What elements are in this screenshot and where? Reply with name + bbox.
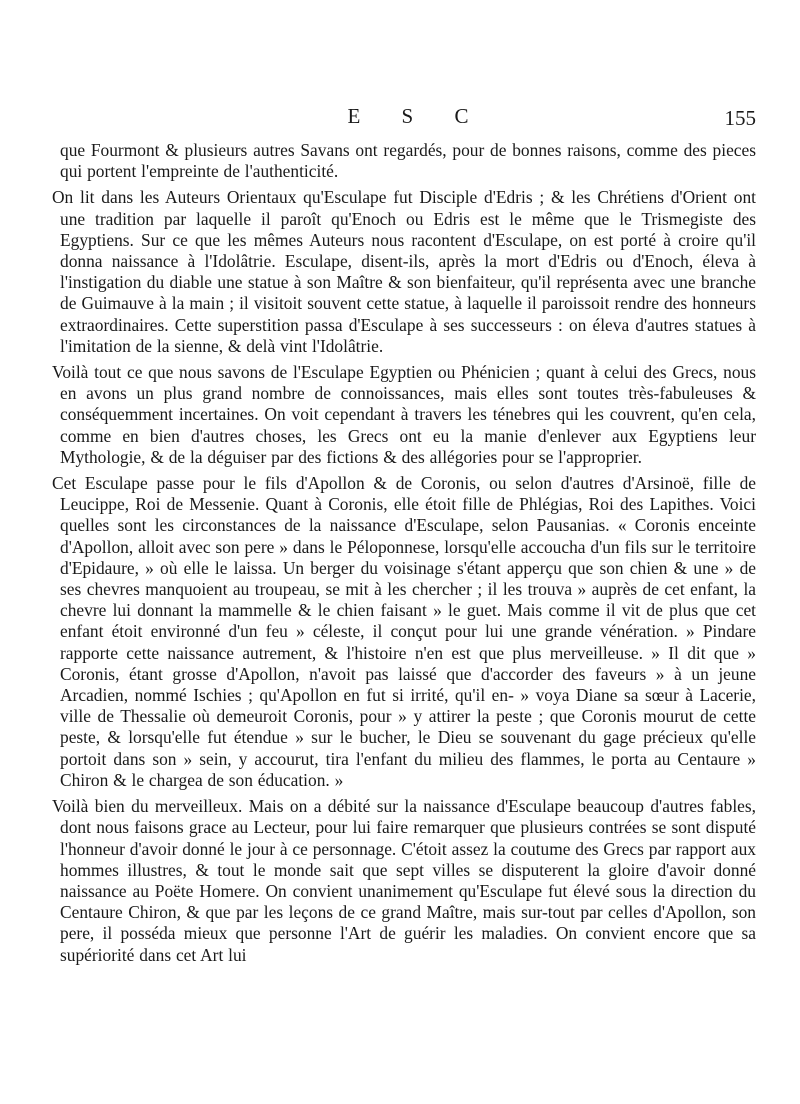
paragraph-4: Cet Esculape passe pour le fils d'Apollon & de Coronis, ou selon d'autres d'Arsinoë, fille de Leucippe, Roi de Messenie. Quant à Coronis, elle étoit fille de Phlégias, Roi des Lapithes. Voici quelles sont les circonstances de la naissance d'Esculape, selon Pausanias. « Coronis enceinte d'Apollon, alloit avec son pere » dans le Péloponnese, lorsqu'elle accoucha d'un fils sur le territoire d'Epidaure, » où elle le laissa. Un berger du voisinage s'étant apperçu que son chien & une » de ses chevres manquoient au troupeau, se mit à les chercher ; il les trouva » auprès de cet enfant, la chevre lui donnant la mammelle & le chien faisant » le guet. Mais comme il vit de plus que cet enfant étoit environné d'un feu » céleste, il conçut pour lui une grande vénération. » Pindare rapporte cette naissance autrement, & l'histoire n'en est que plus merveilleuse. » Il dit que » Coronis, étant grosse d'Apollon, n'avoit pas laissé que d'accorder des faveurs » à un jeune Arcadien, nommé Ischies ; qu'Apollon en fut si irrité, qu'il en- » voya Diane sa sœur à Lacerie, ville de Thessalie où demeuroit Coronis, pour » y attirer la peste ; que Coronis mourut de cette peste, & lorsqu'elle fut étendue » sur le bucher, le Dieu se souvenant du gage précieux qu'elle portoit dans son » sein, y accourut, tira l'enfant du milieu des flammes, le porta au Centaure » Chiron & le chargea de son éducation. »: [52, 473, 756, 790]
paragraph-5: Voilà bien du merveilleux. Mais on a débité sur la naissance d'Esculape beaucoup d'autres fables, dont nous faisons grace au Lecteur, pour lui faire remarquer que plusieurs contrées se sont disputé l'honneur d'avoir donné le jour à ce personnage. C'étoit assez la coutume des Grecs par rapport aux hommes illustres, & tout le monde sait que sept villes se disputerent la gloire d'avoir donné naissance au Poëte Homere. On convient unanimement qu'Esculape fut élevé sous la direction du Centaure Chiron, & que par les leçons de ce grand Maître, mais sur-tout par celles d'Apollon, son pere, il posséda mieux que personne l'Art de guérir les maladies. On convient encore que sa supériorité dans cet Art lui: [52, 796, 756, 965]
body-text: [52, 140, 756, 966]
paragraph-1: que Fourmont & plusieurs autres Savans ont regardés, pour de bonnes raisons, comme des pieces qui portent l'empreinte de l'authenticité.: [60, 140, 756, 182]
page-number: 155: [724, 106, 756, 130]
running-title: E S C: [347, 104, 487, 128]
paragraph-2: On lit dans les Auteurs Orientaux qu'Esculape fut Disciple d'Edris ; & les Chrétiens d'Orient ont une tradition par laquelle il paroît qu'Enoch ou Edris est le même que le Trismegiste des Egyptiens. Sur ce que les mêmes Auteurs nous racontent d'Esculape, on est porté à croire qu'il donna naissance à l'Idolâtrie. Esculape, disent-ils, après la mort d'Edris ou d'Enoch, éleva à l'instigation du diable une statue à son Maître & son bienfaiteur, qu'il représenta avec une branche de Guimauve à la main ; il visitoit souvent cette statue, à laquelle il paroissoit rendre des honneurs extraordinaires. Cette superstition passa d'Esculape à ses successeurs : on éleva d'autres statues à l'imitation de la sienne, & delà vint l'Idolâtrie.: [52, 187, 756, 356]
running-head: [60, 98, 756, 128]
paragraph-3: Voilà tout ce que nous savons de l'Esculape Egyptien ou Phénicien ; quant à celui des Grecs, nous en avons un plus grand nombre de connoissances, mais elles sont toutes très-fabuleuses & conséquemment incertaines. On voit cependant à travers les ténebres qui les couvrent, qu'en cela, comme en bien d'autres choses, les Grecs ont eu la manie d'enlever aux Egyptiens leur Mythologie, & de la déguiser par des fictions & des allégories pour se l'approprier.: [52, 362, 756, 467]
